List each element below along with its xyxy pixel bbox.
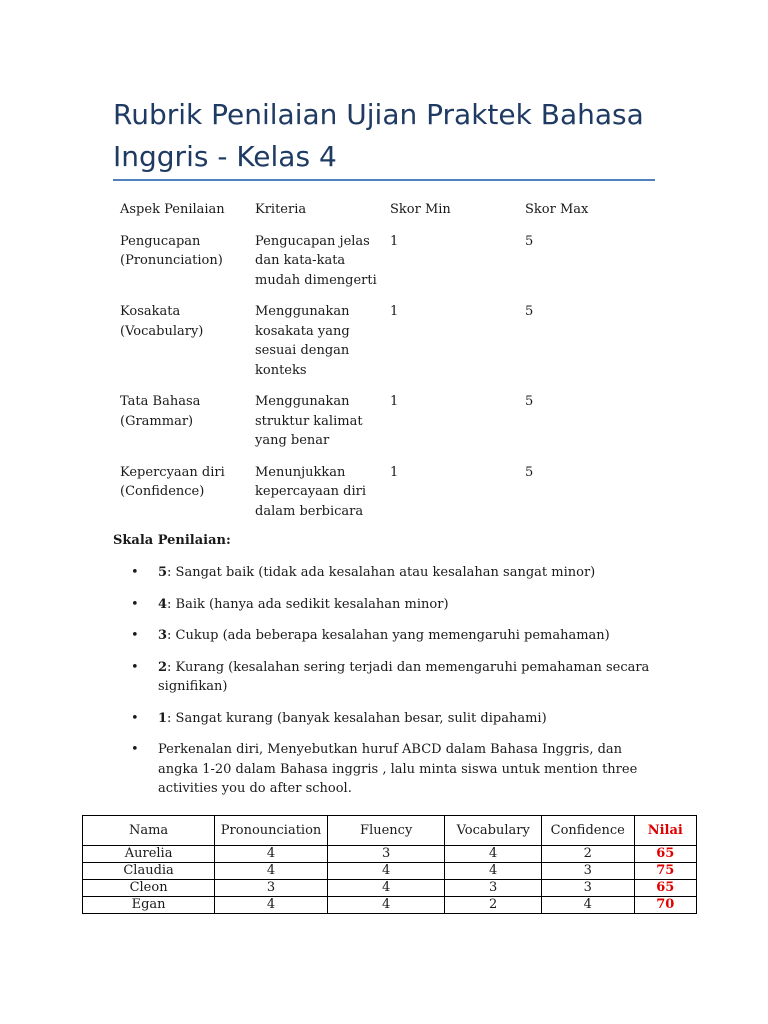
scale-text: : Kurang (kesalahan sering terjadi dan memengaruhi pemahaman secara signifikan) xyxy=(158,659,650,694)
scores-header-cell: Vocabulary xyxy=(445,816,541,846)
nilai-cell: 75 xyxy=(634,863,696,880)
scale-text: : Sangat kurang (banyak kesalahan besar, sulit dipahami) xyxy=(167,710,547,726)
score-cell: 3 xyxy=(541,880,634,897)
rubric-min: 1 xyxy=(390,304,399,319)
rubric-header-cell: Skor Min xyxy=(390,202,451,217)
bullet-icon: • xyxy=(131,742,139,757)
rubric-criteria: Pengucapan jelas dan kata-kata mudah dimengerti xyxy=(255,233,377,288)
score-cell: 4 xyxy=(327,880,445,897)
scale-score: 4 xyxy=(158,596,168,612)
score-cell: 4 xyxy=(215,863,328,880)
score-cell: 3 xyxy=(215,880,328,897)
score-cell: 3 xyxy=(541,863,634,880)
bullet-icon: • xyxy=(131,628,139,643)
skala-heading: Skala Penilaian: xyxy=(113,533,231,548)
rubric-aspect: Kosakata (Vocabulary) xyxy=(120,304,204,339)
rubric-criteria: Menggunakan kosakata yang sesuai dengan konteks xyxy=(255,304,350,378)
rubric-criteria: Menunjukkan kepercayaan diri dalam berbicara xyxy=(255,464,367,519)
score-cell: 4 xyxy=(445,863,541,880)
scale-text: : Sangat baik (tidak ada kesalahan atau kesalahan sangat minor) xyxy=(167,565,596,580)
bullet-icon: • xyxy=(131,710,139,726)
score-cell: 4 xyxy=(215,897,328,914)
score-cell: 4 xyxy=(327,863,445,880)
rubric-row xyxy=(113,392,653,463)
list-item xyxy=(113,595,653,615)
rubric-min: 1 xyxy=(390,464,399,480)
score-cell: 3 xyxy=(327,846,445,863)
nilai-cell: 70 xyxy=(634,897,696,914)
score-cell: 2 xyxy=(541,846,634,863)
table-row xyxy=(83,863,697,880)
instruction-text: Perkenalan diri, Menyebutkan huruf ABCD dalam Bahasa Inggris, dan angka 1-20 dalam Bahasa inggris , lalu minta siswa untuk mention three activities you do after school. xyxy=(158,742,638,796)
list-item xyxy=(113,658,653,697)
score-cell: 4 xyxy=(215,846,328,863)
rubric-max: 5 xyxy=(525,394,534,409)
scores-header-cell: Confidence xyxy=(541,816,634,846)
rubric-aspect: Tata Bahasa (Grammar) xyxy=(120,394,201,429)
scale-score: 5 xyxy=(158,565,168,580)
rubric-row xyxy=(113,232,653,303)
rubric-min: 1 xyxy=(390,233,399,249)
rubric-min: 1 xyxy=(390,394,399,409)
rubric-header-cell: Kriteria xyxy=(255,202,307,217)
scores-header-cell: Pronounciation xyxy=(215,816,328,846)
scores-table xyxy=(82,815,697,914)
bullet-icon: • xyxy=(131,659,139,675)
nilai-cell: 65 xyxy=(634,880,696,897)
rubric-criteria: Menggunakan struktur kalimat yang benar xyxy=(255,394,363,448)
student-name: Aurelia xyxy=(83,846,215,863)
scale-text: : Baik (hanya ada sedikit kesalahan minor) xyxy=(167,596,449,612)
scale-list xyxy=(113,563,653,811)
rubric-table xyxy=(113,200,653,533)
scores-header-row xyxy=(83,816,697,846)
score-cell: 4 xyxy=(445,846,541,863)
rubric-row xyxy=(113,302,653,392)
rubric-row xyxy=(113,463,653,534)
nilai-cell: 65 xyxy=(634,846,696,863)
title-divider xyxy=(113,179,655,181)
bullet-icon: • xyxy=(131,565,139,580)
scale-score: 3 xyxy=(158,628,168,643)
rubric-max: 5 xyxy=(525,233,534,249)
list-item xyxy=(113,563,653,583)
list-item xyxy=(113,626,653,646)
page-title: Rubrik Penilaian Ujian Praktek Bahasa Inggris - Kelas 4 xyxy=(113,98,644,173)
scale-text: : Cukup (ada beberapa kesalahan yang memengaruhi pemahaman) xyxy=(167,628,610,643)
bullet-icon: • xyxy=(131,596,139,612)
score-cell: 2 xyxy=(445,897,541,914)
list-item xyxy=(113,740,653,799)
student-name: Cleon xyxy=(83,880,215,897)
rubric-aspect: Kepercyaan diri (Confidence) xyxy=(120,464,225,499)
rubric-max: 5 xyxy=(525,304,534,319)
scores-header-cell: Fluency xyxy=(327,816,445,846)
rubric-max: 5 xyxy=(525,464,534,480)
rubric-aspect: Pengucapan (Pronunciation) xyxy=(120,233,223,268)
student-name: Egan xyxy=(83,897,215,914)
list-item xyxy=(113,709,653,729)
scale-score: 2 xyxy=(158,659,168,675)
rubric-header-cell: Skor Max xyxy=(525,202,589,217)
score-cell: 4 xyxy=(541,897,634,914)
rubric-header-row xyxy=(113,200,653,232)
student-name: Claudia xyxy=(83,863,215,880)
scores-header-cell: Nama xyxy=(83,816,215,846)
scale-score: 1 xyxy=(158,710,168,726)
score-cell: 4 xyxy=(327,897,445,914)
score-cell: 3 xyxy=(445,880,541,897)
table-row xyxy=(83,846,697,863)
table-row xyxy=(83,897,697,914)
table-row xyxy=(83,880,697,897)
rubric-header-cell: Aspek Penilaian xyxy=(120,202,225,217)
scores-header-nilai: Nilai xyxy=(634,816,696,846)
